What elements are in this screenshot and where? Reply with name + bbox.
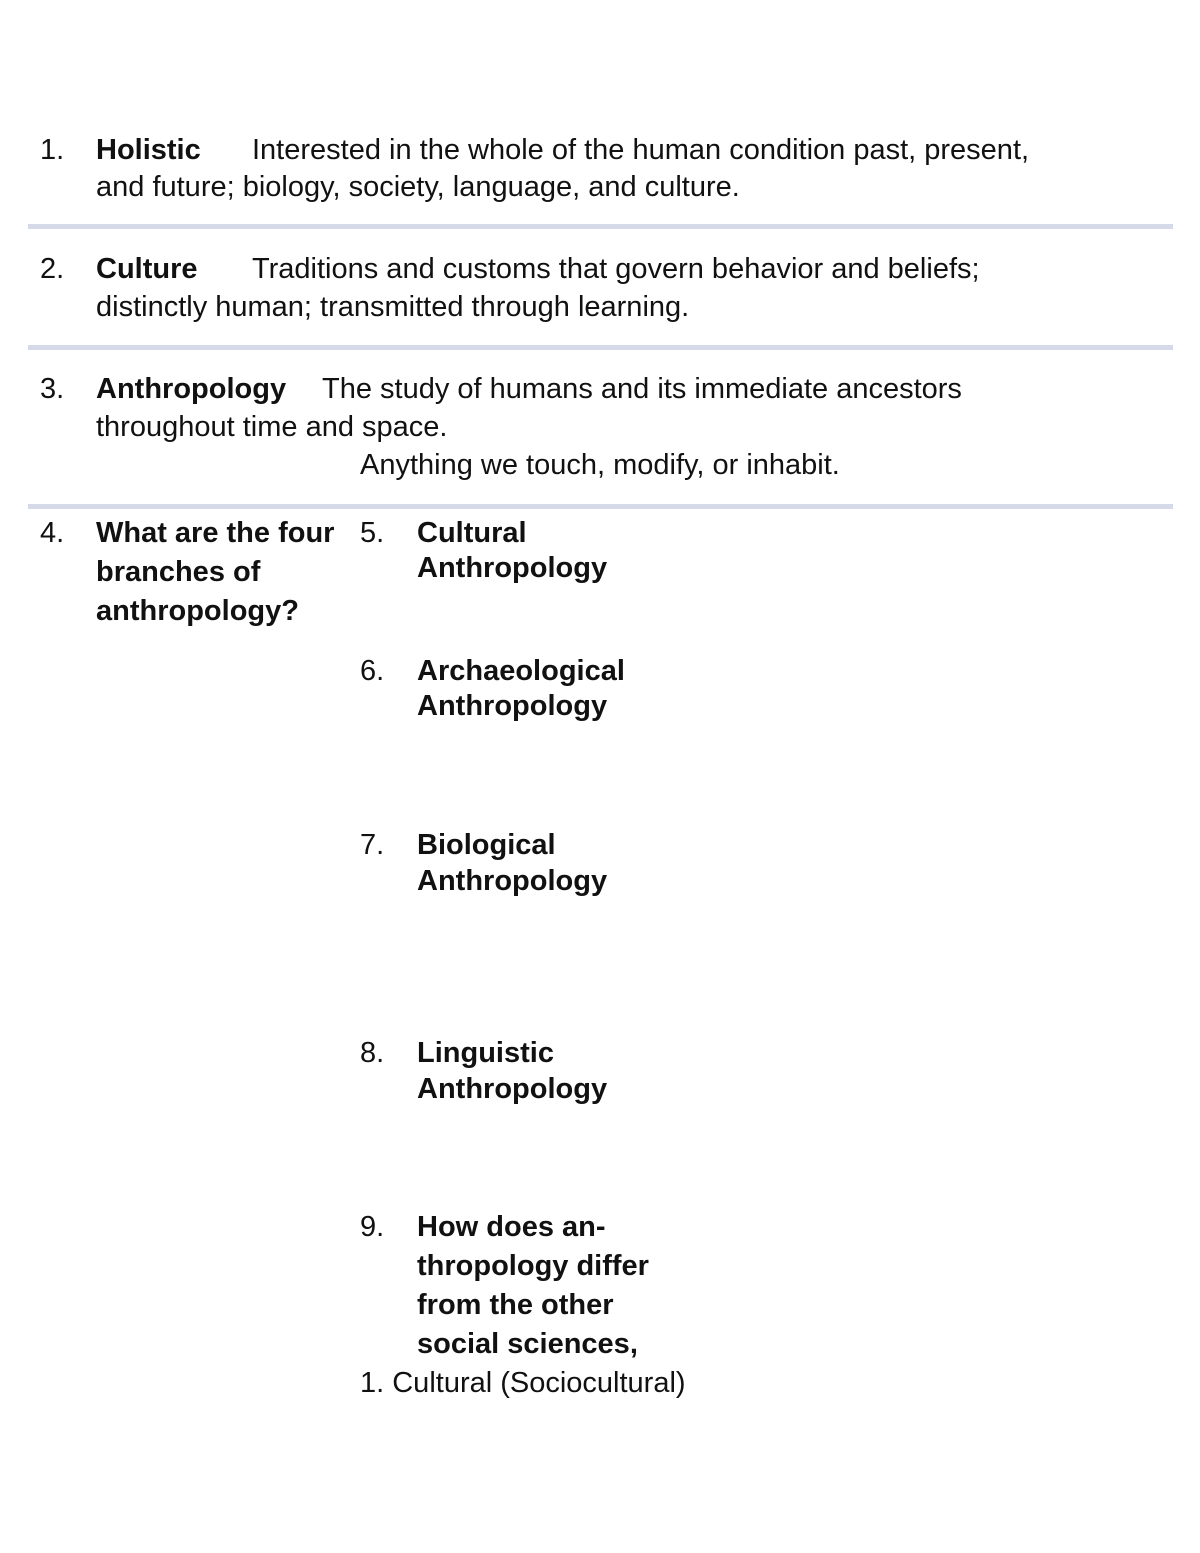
entry-definition-line1: The study of humans and its immediate ancestors <box>322 373 962 405</box>
divider <box>28 504 1173 509</box>
branch-number: 7. <box>360 829 385 861</box>
entry-number: 3. <box>40 373 65 405</box>
entry-number: 1. <box>40 134 65 166</box>
answer-line: 1. Cultural (Sociocultural) <box>360 1367 686 1399</box>
entry-term: Holistic <box>96 134 201 166</box>
question-number: 4. <box>40 517 65 549</box>
entry-extra-line: Anything we touch, modify, or inhabit. <box>360 449 840 481</box>
entry-term: Anthropology <box>96 373 287 405</box>
question-number: 9. <box>360 1211 385 1243</box>
branch-number: 5. <box>360 517 385 549</box>
branch-line: Anthropology <box>417 1073 608 1105</box>
branch-line: Anthropology <box>417 552 608 584</box>
branch-line: Biological <box>417 829 556 861</box>
question-line: social sciences, <box>417 1328 638 1360</box>
branch-line: Anthropology <box>417 865 608 897</box>
branch-line: Linguistic <box>417 1037 554 1069</box>
question-line: thropology differ <box>417 1250 649 1282</box>
entry-number: 2. <box>40 253 65 285</box>
branch-number: 6. <box>360 655 385 687</box>
question-line: anthropology? <box>96 595 299 627</box>
question-line: branches of <box>96 556 261 588</box>
entry-definition-line1: Traditions and customs that govern behavior and beliefs; <box>252 253 980 285</box>
question-line: What are the four <box>96 517 335 549</box>
branch-number: 8. <box>360 1037 385 1069</box>
question-line: from the other <box>417 1289 614 1321</box>
entry-definition-line2: and future; biology, society, language, and culture. <box>96 171 740 203</box>
question-line: How does an- <box>417 1211 606 1243</box>
branch-line: Cultural <box>417 517 527 549</box>
entry-definition-line2: distinctly human; transmitted through learning. <box>96 291 690 323</box>
divider <box>28 224 1173 229</box>
branch-line: Anthropology <box>417 690 608 722</box>
entry-definition-line2: throughout time and space. <box>96 411 448 443</box>
entry-term: Culture <box>96 253 198 285</box>
branch-line: Archaeological <box>417 655 625 687</box>
entry-definition-line1: Interested in the whole of the human condition past, present, <box>252 134 1030 166</box>
divider <box>28 345 1173 350</box>
